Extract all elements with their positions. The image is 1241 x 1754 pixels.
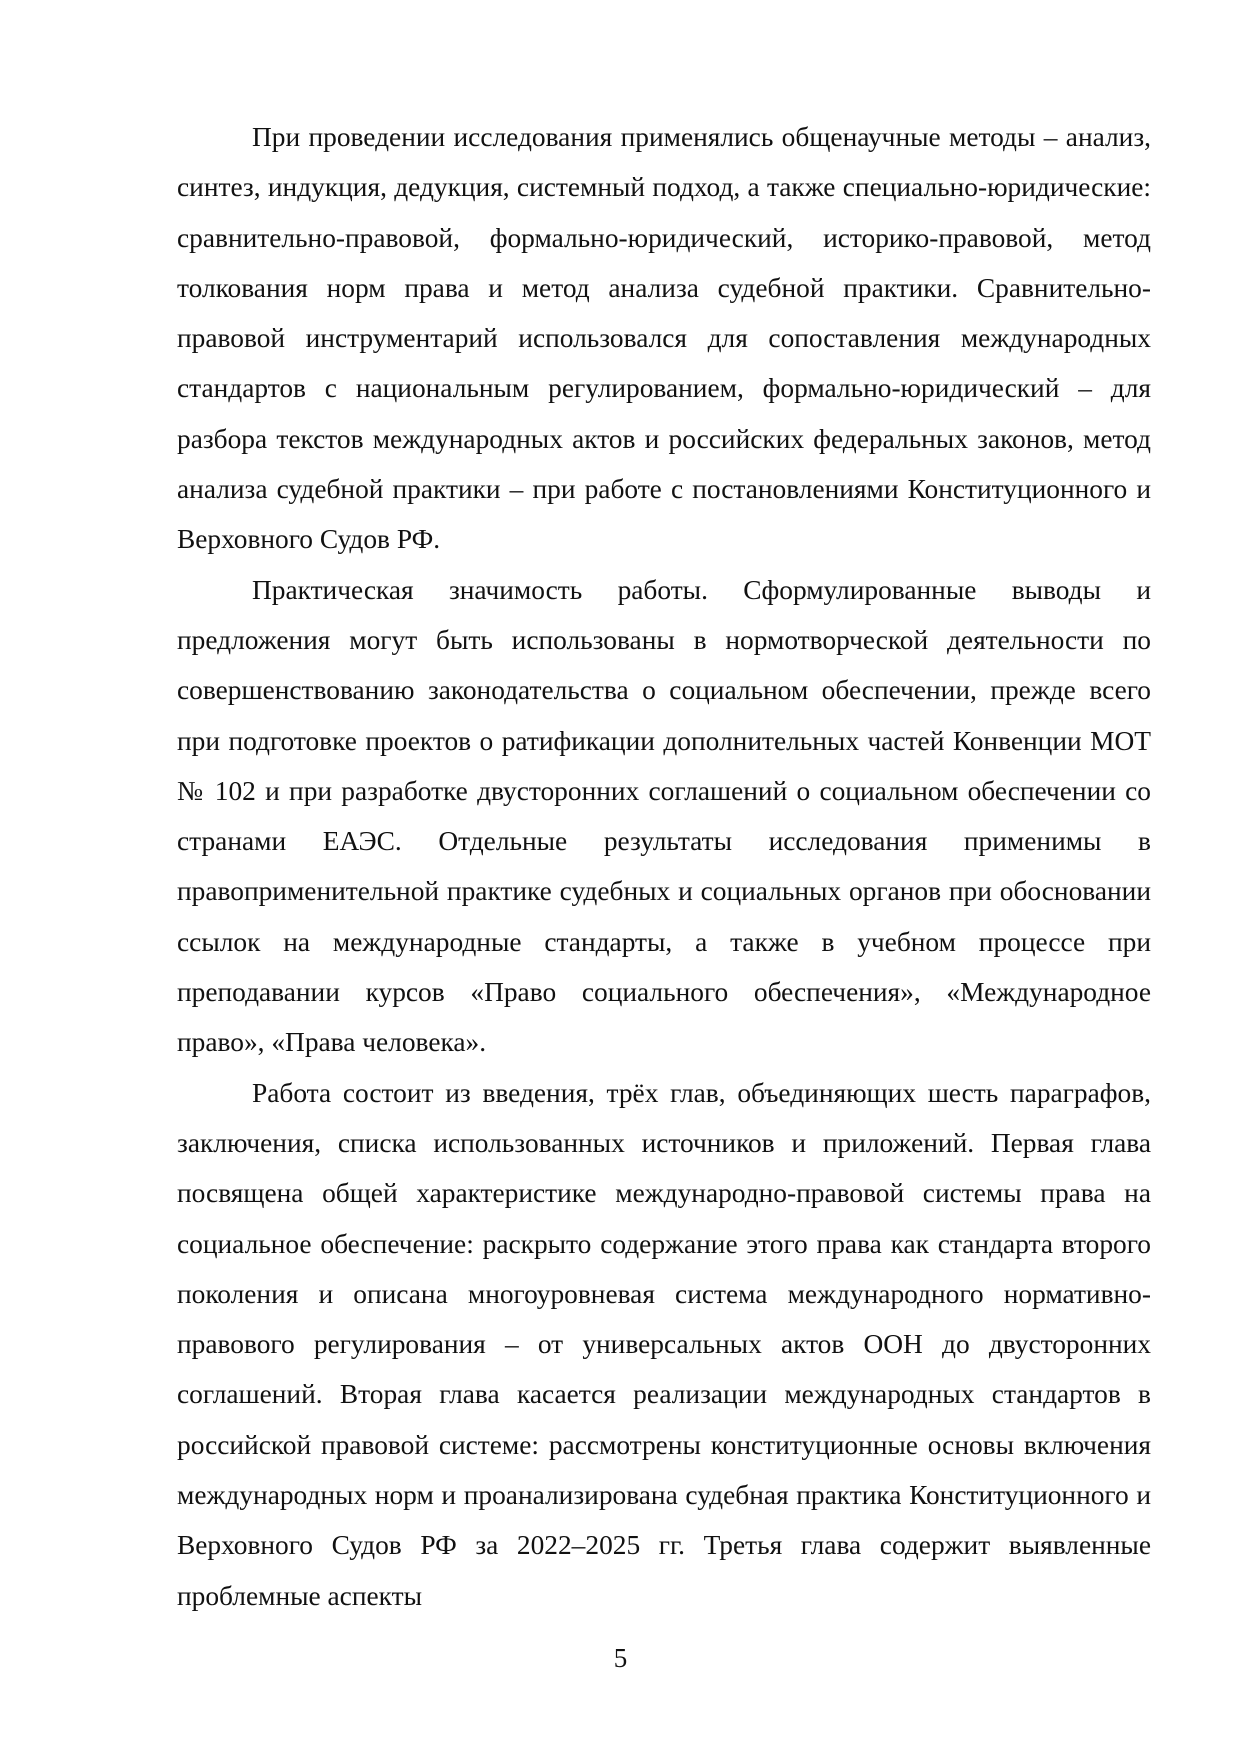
paragraph-research-methods: При проведении исследования применялись общенаучные методы – анализ, синтез, индукция, дедукция, системный подход, а также специально-юридические: сравнительно-правовой, формально-юридический, историко-правовой, метод толкования норм права и метод анализа судебной практики. Сравнительно-правовой инструментарий использовался для сопоставления международных стандартов с национальным регулированием, формально-юридический – для разбора текстов международных актов и российских федеральных законов, метод анализа судебной практики – при работе с постановлениями Конституционного и Верховного Судов РФ.: [177, 122, 1151, 555]
body-text: [177, 112, 1151, 1621]
page-number: 5: [613, 1643, 628, 1673]
paragraph-work-structure: Работа состоит из введения, трёх глав, объединяющих шесть параграфов, заключения, списка использованных источников и приложений. Первая глава посвящена общей характеристике международно-правовой системы права на социальное обеспечение: раскрыто содержание этого права как стандарта второго поколения и описана многоуровневая система международного нормативно-правового регулирования – от универсальных актов ООН до двусторонних соглашений. Вторая глава касается реализации международных стандартов в российской правовой системе: рассмотрены конституционные основы включения международных норм и проанализирована судебная практика Конституционного и Верховного Судов РФ за 2022–2025 гг. Третья глава содержит выявленные проблемные аспекты: [177, 1077, 1151, 1611]
paragraph-practical-significance: Практическая значимость работы. Сформулированные выводы и предложения могут быть использованы в нормотворческой деятельности по совершенствованию законодательства о социальном обеспечении, прежде всего при подготовке проектов о ратификации дополнительных частей Конвенции МОТ № 102 и при разработке двусторонних соглашений о социальном обеспечении со странами ЕАЭС. Отдельные результаты исследования применимы в правоприменительной практике судебных и социальных органов при обосновании ссылок на международные стандарты, а также в учебном процессе при преподавании курсов «Право социального обеспечения», «Международное право», «Права человека».: [177, 574, 1151, 1058]
